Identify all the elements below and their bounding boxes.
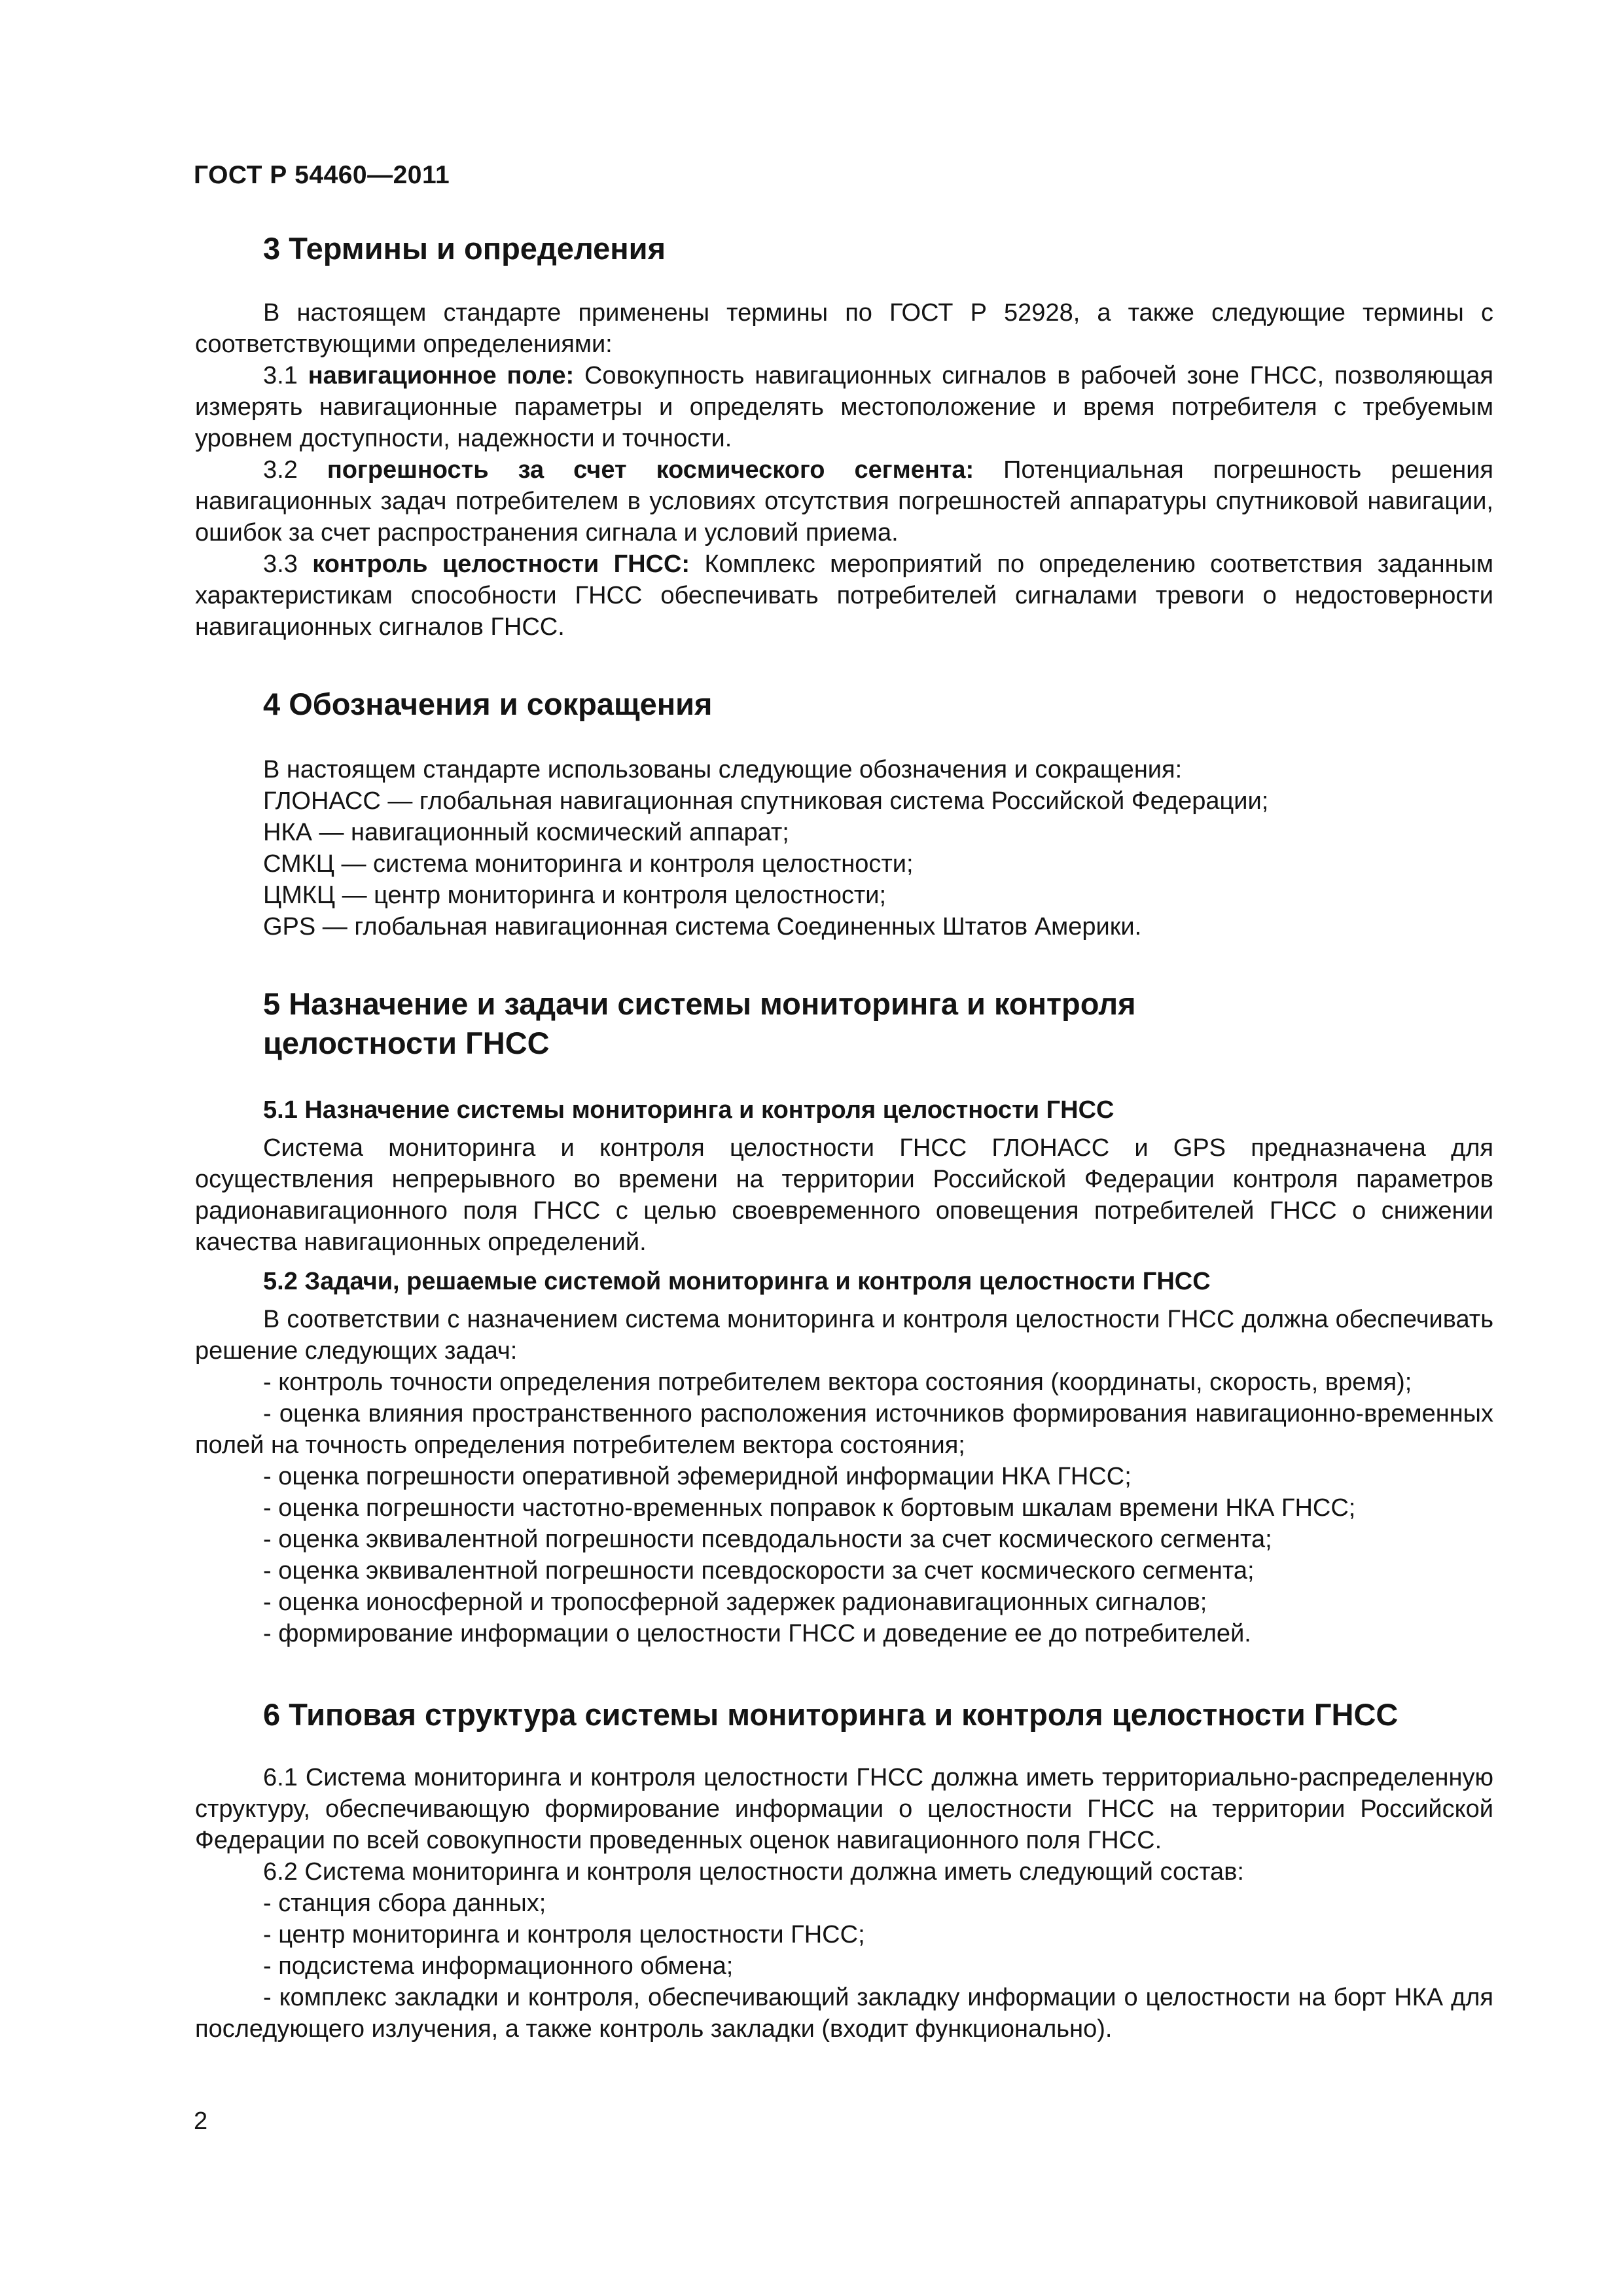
- section-4-intro: В настоящем стандарте использованы следующие обозначения и сокращения:: [263, 756, 1183, 783]
- term-name: навигационное поле:: [308, 362, 575, 389]
- section-5-title-line2: целостности ГНСС: [263, 1026, 550, 1060]
- section-5-title-line1: 5 Назначение и задачи системы мониторинга и контроля: [263, 986, 1136, 1021]
- term-definition: Комплекс мероприятий по определению соответствия заданным характеристикам способности ГНСС обеспечивать потребителей сигналами тревоги о недостоверности навигационных сигналов ГНСС.: [195, 550, 1493, 641]
- clause-6-2: 6.2 Система мониторинга и контроля целостности должна иметь следующий состав:: [263, 1858, 1244, 1886]
- document-body: [195, 229, 1493, 2045]
- term-definition: Потенциальная погрешность решения навигационных задач потребителем в условиях отсутствия погрешностей аппаратуры спутниковой навигации, ошибок за счет распространения сигнала и условий приема.: [195, 456, 1493, 547]
- task-item: - оценка влияния пространственного расположения источников формирования навигационно-временных полей на точность определения потребителем вектора состояния;: [195, 1400, 1493, 1459]
- section-3-intro: В настоящем стандарте применены термины по ГОСТ Р 52928, а также следующие термины с соответствующими определениями:: [195, 299, 1493, 358]
- composition-item: - центр мониторинга и контроля целостности ГНСС;: [263, 1921, 865, 1948]
- term-3-2: [195, 454, 1493, 548]
- abbreviation-item: НКА — навигационный космический аппарат;: [263, 819, 789, 846]
- term-number: 3.2: [263, 456, 327, 484]
- abbreviation-item: СМКЦ — система мониторинга и контроля целостности;: [263, 850, 914, 878]
- task-item: - контроль точности определения потребителем вектора состояния (координаты, скорость, время);: [263, 1369, 1412, 1396]
- subsection-5-2-title: 5.2 Задачи, решаемые системой мониторинга и контроля целостности ГНСС: [263, 1268, 1211, 1295]
- page-number: 2: [194, 2108, 208, 2135]
- term-number: 3.1: [263, 362, 308, 389]
- term-3-1: [195, 360, 1493, 454]
- task-item: - оценка эквивалентной погрешности псевдодальности за счет космического сегмента;: [263, 1526, 1272, 1553]
- subsection-5-1-title: 5.1 Назначение системы мониторинга и контроля целостности ГНСС: [263, 1096, 1115, 1124]
- task-item: - оценка эквивалентной погрешности псевдоскорости за счет космического сегмента;: [263, 1557, 1255, 1585]
- task-item: - оценка ионосферной и тропосферной задержек радионавигационных сигналов;: [263, 1588, 1207, 1616]
- term-3-3: [195, 548, 1493, 643]
- document-header: ГОСТ Р 54460—2011: [194, 161, 450, 189]
- term-name: контроль целостности ГНСС:: [312, 550, 690, 578]
- section-6-title: 6 Типовая структура системы мониторинга и контроля целостности ГНСС: [263, 1697, 1399, 1732]
- abbreviation-item: ГЛОНАСС — глобальная навигационная спутниковая система Российской Федерации;: [263, 787, 1269, 815]
- section-3-title: 3 Термины и определения: [263, 231, 666, 266]
- subsection-5-1-text: Система мониторинга и контроля целостности ГНСС ГЛОНАСС и GPS предназначена для осуществления непрерывного во времени на территории Российской Федерации контроля параметров радионавигационного поля ГНСС с целью своевременного оповещения потребителей ГНСС о снижении качества навигационных определений.: [195, 1134, 1493, 1256]
- abbreviation-item: ЦМКЦ — центр мониторинга и контроля целостности;: [263, 882, 887, 909]
- section-5-title: [195, 984, 1493, 1063]
- term-number: 3.3: [263, 550, 313, 578]
- task-item: - оценка погрешности оперативной эфемеридной информации НКА ГНСС;: [263, 1463, 1132, 1490]
- term-definition: Совокупность навигационных сигналов в рабочей зоне ГНСС, позволяющая измерять навигационные параметры и определять местоположение и время потребителя с требуемым уровнем доступности, надежности и точности.: [195, 362, 1493, 452]
- section-4-title: 4 Обозначения и сокращения: [263, 687, 713, 721]
- term-name: погрешность за счет космического сегмента:: [327, 456, 974, 484]
- composition-item: - комплекс закладки и контроля, обеспечивающий закладку информации о целостности на борт НКА для последующего излучения, а также контроль закладки (входит функционально).: [195, 1984, 1493, 2043]
- clause-6-1: 6.1 Система мониторинга и контроля целостности ГНСС должна иметь территориально-распределенную структуру, обеспечивающую формирование информации о целостности ГНСС на территории Российской Федерации по всей совокупности проведенных оценок навигационного поля ГНСС.: [195, 1764, 1493, 1854]
- composition-item: - подсистема информационного обмена;: [263, 1952, 734, 1980]
- composition-item: - станция сбора данных;: [263, 1890, 546, 1917]
- subsection-5-2-intro: В соответствии с назначением система мониторинга и контроля целостности ГНСС должна обеспечивать решение следующих задач:: [195, 1306, 1493, 1365]
- abbreviation-item: GPS — глобальная навигационная система Соединенных Штатов Америки.: [263, 913, 1142, 941]
- task-item: - оценка погрешности частотно-временных поправок к бортовым шкалам времени НКА ГНСС;: [263, 1494, 1356, 1522]
- task-item: - формирование информации о целостности ГНСС и доведение ее до потребителей.: [263, 1620, 1251, 1647]
